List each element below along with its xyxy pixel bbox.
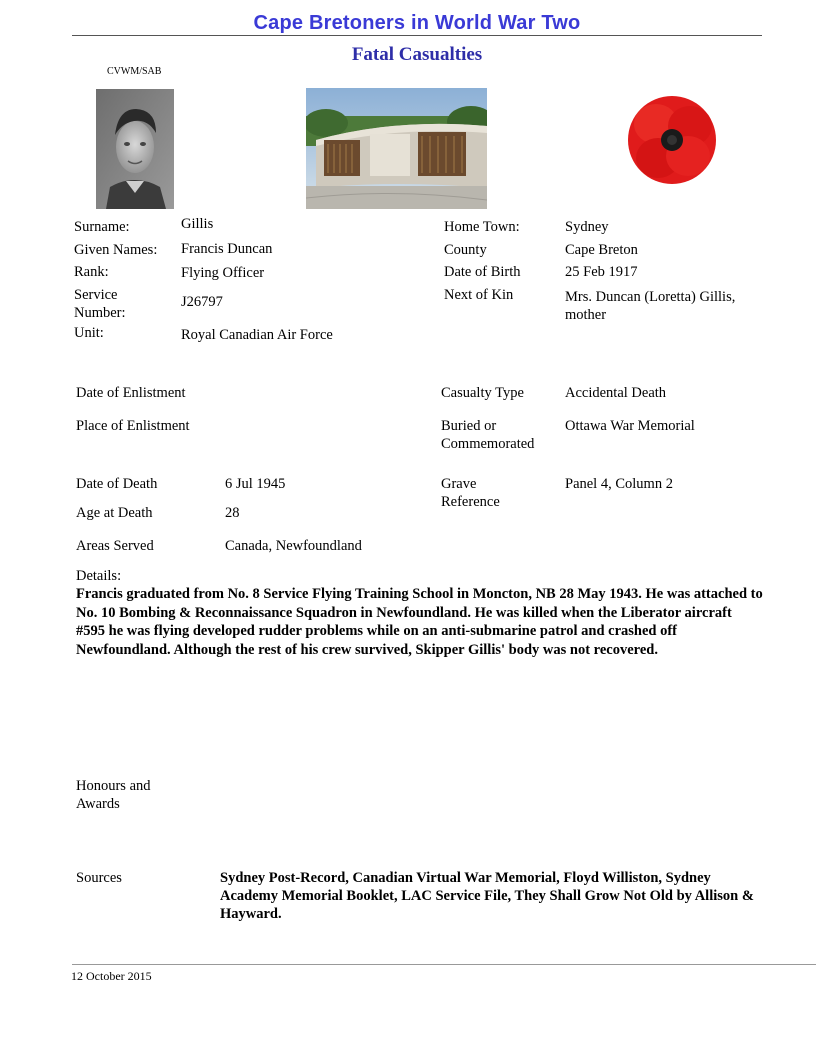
unit-value: Royal Canadian Air Force xyxy=(181,327,333,343)
given-names-value: Francis Duncan xyxy=(181,241,273,257)
dob-value: 25 Feb 1917 xyxy=(565,264,638,280)
home-town-label: Home Town: xyxy=(444,219,520,235)
casualty-type-value: Accidental Death xyxy=(565,385,667,401)
unit-label: Unit: xyxy=(74,325,104,341)
county-value: Cape Breton xyxy=(565,242,638,258)
service-number-value: J26797 xyxy=(181,294,223,310)
page-title: Cape Bretoners in World War Two xyxy=(253,12,581,34)
surname-label: Surname: xyxy=(74,219,130,235)
next-of-kin-label: Next of Kin xyxy=(444,287,514,303)
death-date-value: 6 Jul 1945 xyxy=(225,476,286,492)
title-divider xyxy=(72,35,762,36)
poppy-icon xyxy=(618,88,726,195)
casualty-type-label: Casualty Type xyxy=(441,385,524,401)
details-label: Details: xyxy=(76,568,122,584)
honours-label: Honours and Awards xyxy=(76,778,151,812)
sources-label: Sources xyxy=(76,870,122,886)
given-names-label: Given Names: xyxy=(74,242,158,258)
rank-label: Rank: xyxy=(74,264,109,280)
death-date-label: Date of Death xyxy=(76,476,158,492)
surname-value: Gillis xyxy=(181,216,214,232)
dob-label: Date of Birth xyxy=(444,264,521,280)
buried-label: Buried or Commemorated xyxy=(441,418,535,452)
home-town-value: Sydney xyxy=(565,219,609,235)
sources-value: Sydney Post-Record, Canadian Virtual War Memorial, Floyd Williston, Sydney Academy Memorial Booklet, LAC Service File, They Shall Grow Not Old by Allison & Hayward. xyxy=(220,870,754,922)
grave-ref-label: Grave Reference xyxy=(441,476,500,510)
footer-date: 12 October 2015 xyxy=(71,969,152,983)
buried-value: Ottawa War Memorial xyxy=(565,418,695,434)
county-label: County xyxy=(444,242,487,258)
service-number-label: Service Number: xyxy=(74,287,126,321)
war-memorial-photo xyxy=(306,88,487,209)
next-of-kin-value: Mrs. Duncan (Loretta) Gillis, mother xyxy=(565,289,736,323)
enlistment-date-label: Date of Enlistment xyxy=(76,385,186,401)
areas-value: Canada, Newfoundland xyxy=(225,538,362,554)
enlistment-place-label: Place of Enlistment xyxy=(76,418,190,434)
footer-divider xyxy=(72,964,816,965)
age-label: Age at Death xyxy=(76,505,153,521)
rank-value: Flying Officer xyxy=(181,265,265,281)
soldier-portrait xyxy=(96,89,174,209)
areas-label: Areas Served xyxy=(76,538,154,554)
page-subtitle: Fatal Casualties xyxy=(351,44,483,65)
age-value: 28 xyxy=(225,505,240,521)
photo-credit: CVWM/SAB xyxy=(107,66,162,77)
grave-ref-value: Panel 4, Column 2 xyxy=(565,476,673,492)
details-text: Francis graduated from No. 8 Service Flying Training School in Moncton, NB 28 May 1943. He was attached to No. 10 Bombing & Reconnaissance Squadron in Newfoundland. He was killed when the Liberator aircraft #595 he was flying developed rudder problems while on an anti-submarine patrol and crashed off Newfoundland. Although the rest of his crew survived, Skipper Gillis' body was not recovered. xyxy=(76,586,763,658)
